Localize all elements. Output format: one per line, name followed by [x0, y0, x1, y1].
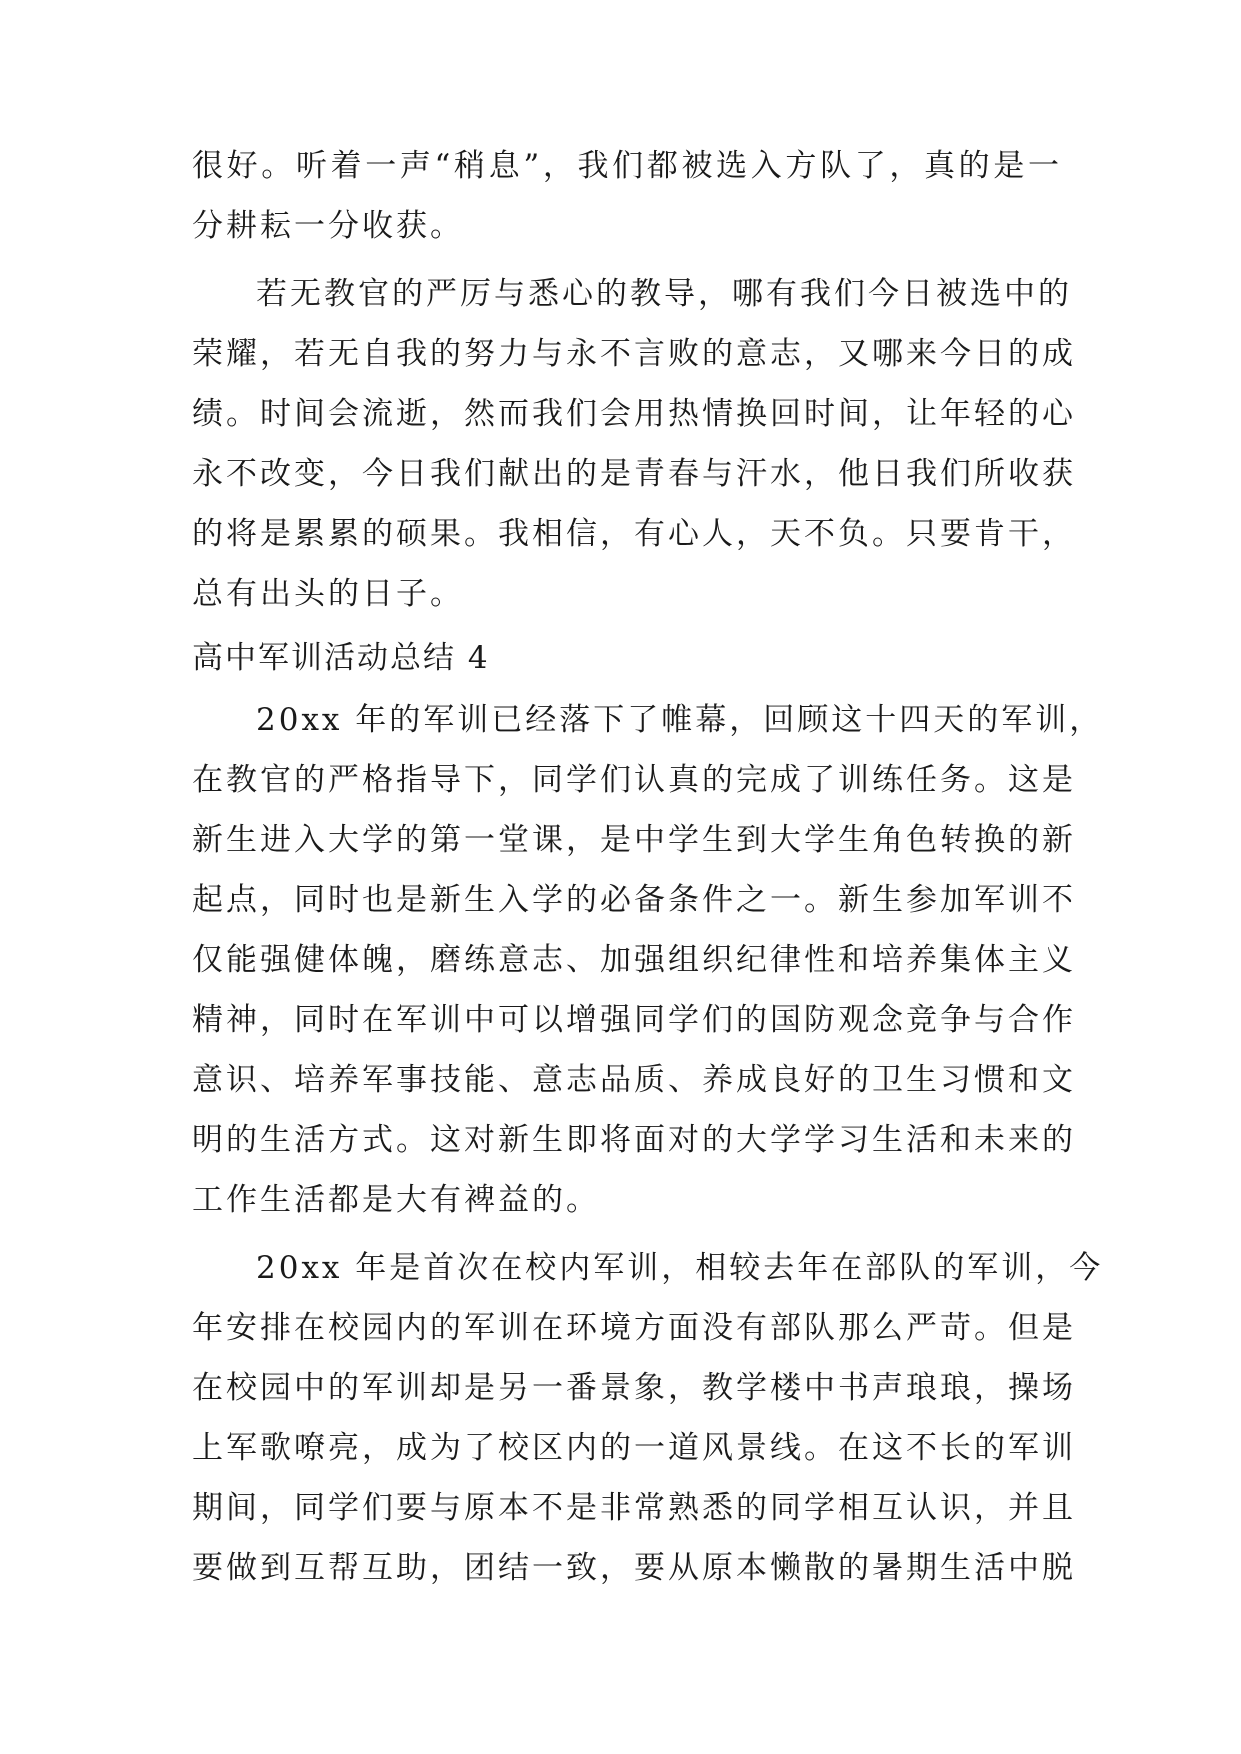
text-line: 分耕耘一分收获。 [192, 208, 464, 244]
text-line: 在教官的严格指导下，同学们认真的完成了训练任务。这是 [192, 762, 1076, 798]
text-line: 期间，同学们要与原本不是非常熟悉的同学相互认识，并且 [192, 1490, 1076, 1526]
text-line: 工作生活都是大有裨益的。 [192, 1182, 600, 1218]
text-line: 上军歌嘹亮，成为了校区内的一道风景线。在这不长的军训 [192, 1430, 1076, 1466]
text-line: 绩。时间会流逝，然而我们会用热情换回时间，让年轻的心 [192, 396, 1076, 432]
text-line: 的将是累累的硕果。我相信，有心人，天不负。只要肯干， [192, 516, 1076, 552]
text-line: 意识、培养军事技能、意志品质、养成良好的卫生习惯和文 [192, 1062, 1076, 1098]
text-line: 精神，同时在军训中可以增强同学们的国防观念竞争与合作 [192, 1002, 1076, 1038]
text-line: 在校园中的军训却是另一番景象，教学楼中书声琅琅，操场 [192, 1370, 1076, 1406]
text-line: 年安排在校园内的军训在环境方面没有部队那么严苛。但是 [192, 1310, 1076, 1346]
text-line: 起点，同时也是新生入学的必备条件之一。新生参加军训不 [192, 882, 1076, 918]
text-line: 荣耀，若无自我的努力与永不言败的意志，又哪来今日的成 [192, 336, 1076, 372]
text-line: 明的生活方式。这对新生即将面对的大学学习生活和未来的 [192, 1122, 1076, 1158]
paragraph-first-line: 20xx 年的军训已经落下了帷幕，回顾这十四天的军训， [256, 702, 1104, 738]
text-line: 总有出头的日子。 [192, 576, 464, 612]
text-line: 仅能强健体魄，磨练意志、加强组织纪律性和培养集体主义 [192, 942, 1076, 978]
text-line: 很好。听着一声“稍息”，我们都被选入方队了，真的是一 [192, 148, 1062, 184]
text-line: 新生进入大学的第一堂课，是中学生到大学生角色转换的新 [192, 822, 1076, 858]
text-line: 要做到互帮互助，团结一致，要从原本懒散的暑期生活中脱 [192, 1550, 1076, 1586]
paragraph-first-line: 20xx 年是首次在校内军训，相较去年在部队的军训，今 [256, 1250, 1104, 1286]
section-heading: 高中军训活动总结 4 [192, 640, 490, 676]
text-line: 永不改变，今日我们献出的是青春与汗水，他日我们所收获 [192, 456, 1076, 492]
paragraph-first-line: 若无教官的严厉与悉心的教导，哪有我们今日被选中的 [256, 276, 1072, 312]
